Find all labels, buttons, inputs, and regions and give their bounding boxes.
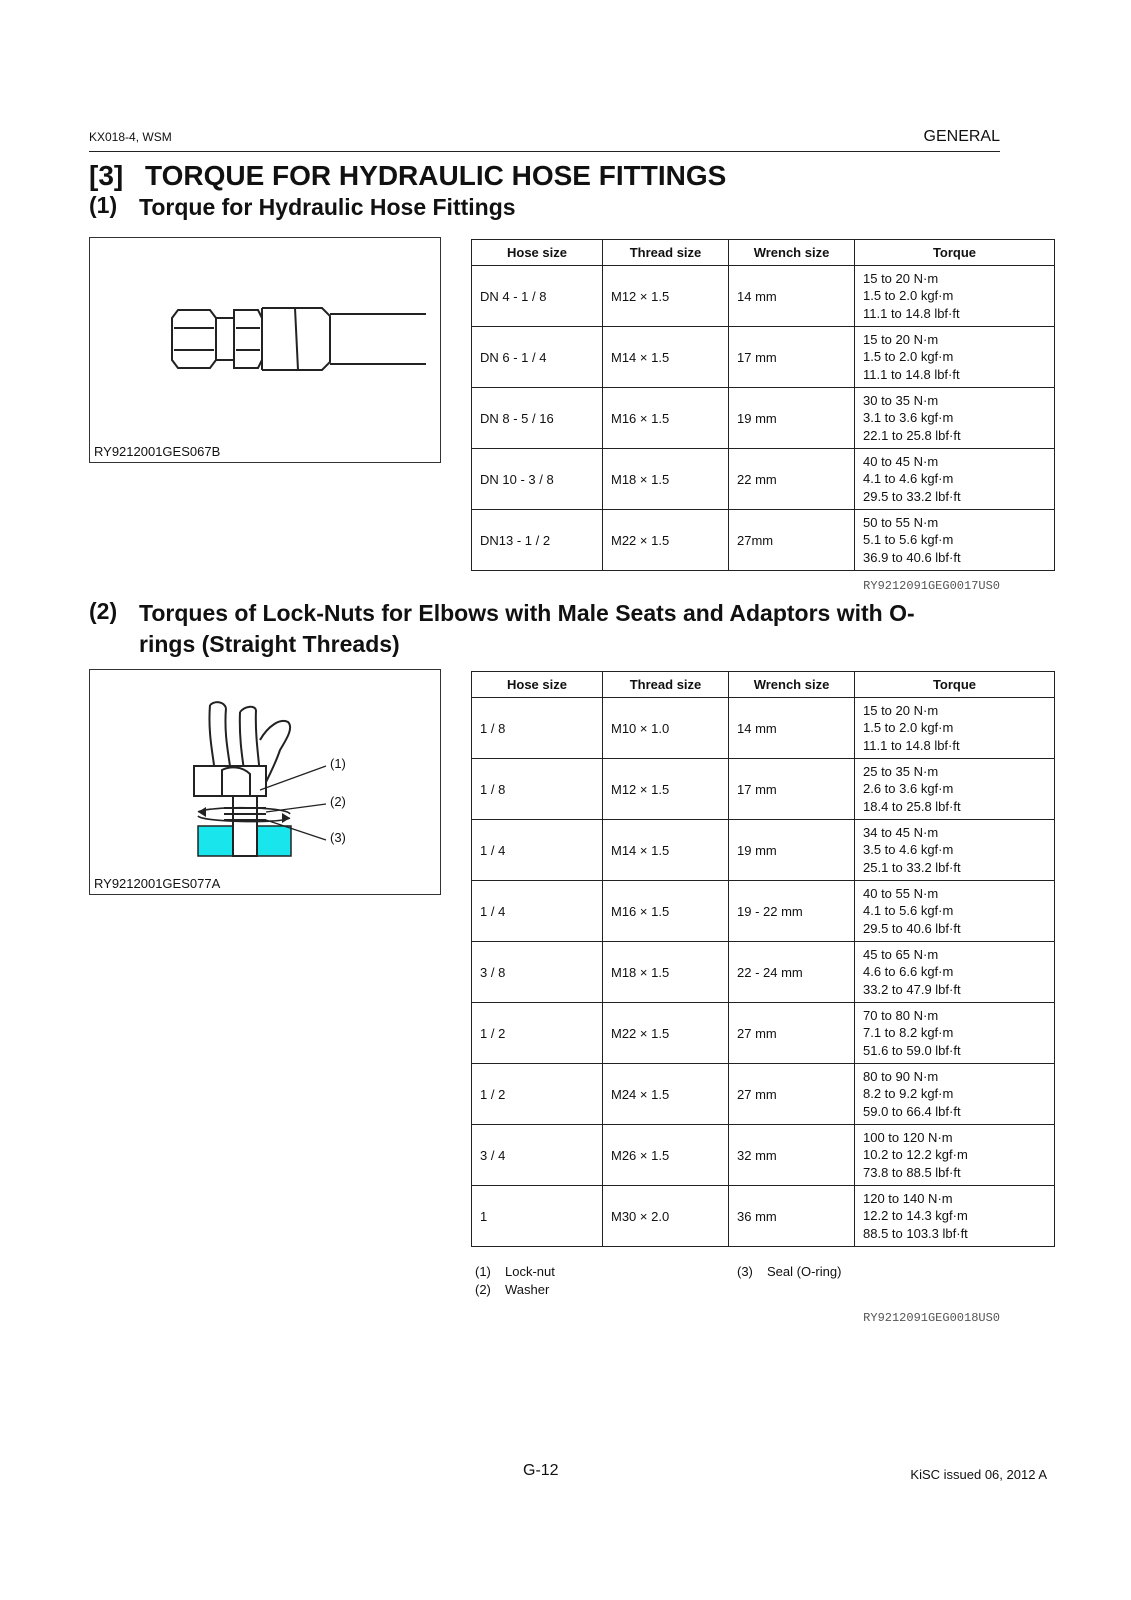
- torque-cell: [855, 881, 1055, 942]
- legend-num: (3): [737, 1264, 753, 1279]
- torque-cell: [855, 327, 1055, 388]
- torque-nm: 45 to 65 N·m: [863, 946, 939, 962]
- section-title-text: TORQUE FOR HYDRAULIC HOSE FITTINGS: [145, 160, 727, 191]
- torque-nm: 70 to 80 N·m: [863, 1007, 939, 1023]
- legend-label: Seal (O-ring): [767, 1264, 842, 1279]
- hose-size-cell: DN 6 - 1 / 4: [472, 327, 603, 388]
- table-row: [472, 266, 1055, 327]
- thread-size-cell: M18 × 1.5: [603, 942, 729, 1003]
- legend-label: Washer: [505, 1282, 550, 1297]
- thread-size-cell: M22 × 1.5: [603, 1003, 729, 1064]
- wrench-size-cell: 17 mm: [729, 759, 855, 820]
- torque-cell: [855, 820, 1055, 881]
- torque-cell: [855, 1003, 1055, 1064]
- thread-size-cell: M14 × 1.5: [603, 327, 729, 388]
- part1-number: (1): [89, 192, 118, 218]
- hose-size-cell: 1 / 4: [472, 881, 603, 942]
- torque-kgfm: 1.5 to 2.0 kgf·m: [863, 288, 954, 304]
- hose-size-cell: DN 10 - 3 / 8: [472, 449, 603, 510]
- part2-title-text: Torques of Lock-Nuts for Elbows with Male Seats and Adaptors with O-rings (Straight Threads): [139, 600, 915, 657]
- torque-lbfft: 88.5 to 103.3 lbf·ft: [863, 1225, 968, 1241]
- torque-cell: [855, 1064, 1055, 1125]
- torque-lbfft: 11.1 to 14.8 lbf·ft: [863, 305, 960, 321]
- torque-cell: [855, 759, 1055, 820]
- torque-lbfft: 11.1 to 14.8 lbf·ft: [863, 366, 960, 382]
- hose-size-cell: 3 / 8: [472, 942, 603, 1003]
- col-header-thread-size: Thread size: [603, 240, 729, 266]
- torque-cell: [855, 510, 1055, 571]
- table-row: [472, 881, 1055, 942]
- torque-nm: 100 to 120 N·m: [863, 1129, 953, 1145]
- part2-number: (2): [89, 598, 118, 624]
- table-row: [472, 942, 1055, 1003]
- col-header-hose-size: Hose size: [472, 240, 603, 266]
- legend-num: (1): [475, 1264, 491, 1279]
- torque-cell: [855, 1186, 1055, 1247]
- torque-lbfft: 73.8 to 88.5 lbf·ft: [863, 1164, 961, 1180]
- thread-size-cell: M14 × 1.5: [603, 820, 729, 881]
- torque-lbfft: 11.1 to 14.8 lbf·ft: [863, 737, 960, 753]
- thread-size-cell: M12 × 1.5: [603, 759, 729, 820]
- wrench-size-cell: 22 mm: [729, 449, 855, 510]
- legend-item-3: [737, 1264, 841, 1279]
- figure-code-1: RY9212001GES067B: [94, 444, 221, 459]
- torque-nm: 50 to 55 N·m: [863, 514, 939, 530]
- wrench-size-cell: 27 mm: [729, 1003, 855, 1064]
- torque-kgfm: 3.5 to 4.6 kgf·m: [863, 842, 954, 858]
- col-header-hose-size: Hose size: [472, 672, 603, 698]
- callout-1: (1): [330, 756, 346, 771]
- torque-kgfm: 4.6 to 6.6 kgf·m: [863, 964, 954, 980]
- torque-kgfm: 12.2 to 14.3 kgf·m: [863, 1208, 968, 1224]
- table-row: [472, 388, 1055, 449]
- torque-lbfft: 18.4 to 25.8 lbf·ft: [863, 798, 961, 814]
- torque-nm: 30 to 35 N·m: [863, 392, 939, 408]
- torque-kgfm: 3.1 to 3.6 kgf·m: [863, 410, 954, 426]
- torque-kgfm: 5.1 to 5.6 kgf·m: [863, 532, 954, 548]
- torque-kgfm: 8.2 to 9.2 kgf·m: [863, 1086, 954, 1102]
- torque-cell: [855, 388, 1055, 449]
- part2-title: [89, 598, 959, 660]
- table-row: [472, 1003, 1055, 1064]
- lock-nut-figure: [89, 669, 441, 895]
- table-row: [472, 759, 1055, 820]
- wrench-size-cell: 19 mm: [729, 388, 855, 449]
- torque-cell: [855, 942, 1055, 1003]
- ref-code-1: RY9212091GEG0017US0: [863, 579, 1000, 593]
- torque-nm: 120 to 140 N·m: [863, 1190, 953, 1206]
- torque-nm: 25 to 35 N·m: [863, 763, 939, 779]
- torque-kgfm: 4.1 to 5.6 kgf·m: [863, 903, 954, 919]
- torque-lbfft: 51.6 to 59.0 lbf·ft: [863, 1042, 961, 1058]
- hose-size-cell: 1 / 2: [472, 1064, 603, 1125]
- torque-cell: [855, 449, 1055, 510]
- legend-label: Lock-nut: [505, 1264, 555, 1279]
- torque-lbfft: 36.9 to 40.6 lbf·ft: [863, 549, 961, 565]
- torque-nm: 15 to 20 N·m: [863, 270, 939, 286]
- col-header-thread-size: Thread size: [603, 672, 729, 698]
- hose-size-cell: 1 / 8: [472, 759, 603, 820]
- torque-nm: 15 to 20 N·m: [863, 331, 939, 347]
- torque-nm: 15 to 20 N·m: [863, 702, 939, 718]
- legend-item-2: [475, 1282, 549, 1297]
- torque-cell: [855, 698, 1055, 759]
- torque-nm: 34 to 45 N·m: [863, 824, 939, 840]
- header-section: GENERAL: [923, 128, 1000, 145]
- ref-code-2: RY9212091GEG0018US0: [863, 1311, 1000, 1325]
- lock-nut-illustration: [90, 670, 440, 870]
- hose-size-cell: 1: [472, 1186, 603, 1247]
- torque-kgfm: 7.1 to 8.2 kgf·m: [863, 1025, 954, 1041]
- torque-lbfft: 22.1 to 25.8 lbf·ft: [863, 427, 961, 443]
- col-header-torque: Torque: [855, 672, 1055, 698]
- torque-nm: 40 to 55 N·m: [863, 885, 939, 901]
- torque-nm: 40 to 45 N·m: [863, 453, 939, 469]
- table-header-row: [472, 240, 1055, 266]
- torque-nm: 80 to 90 N·m: [863, 1068, 939, 1084]
- torque-lbfft: 59.0 to 66.4 lbf·ft: [863, 1103, 961, 1119]
- part1-title: [89, 192, 959, 223]
- thread-size-cell: M12 × 1.5: [603, 266, 729, 327]
- hose-size-cell: DN 8 - 5 / 16: [472, 388, 603, 449]
- legend-num: (2): [475, 1282, 491, 1297]
- torque-cell: [855, 1125, 1055, 1186]
- wrench-size-cell: 19 - 22 mm: [729, 881, 855, 942]
- wrench-size-cell: 36 mm: [729, 1186, 855, 1247]
- header-model: KX018-4, WSM: [89, 130, 172, 144]
- figure-code-2: RY9212001GES077A: [94, 876, 221, 891]
- header-rule: [89, 151, 1000, 152]
- col-header-torque: Torque: [855, 240, 1055, 266]
- legend-item-1: [475, 1264, 555, 1279]
- wrench-size-cell: 32 mm: [729, 1125, 855, 1186]
- table-row: [472, 1186, 1055, 1247]
- table-row: [472, 510, 1055, 571]
- table-row: [472, 698, 1055, 759]
- wrench-size-cell: 14 mm: [729, 698, 855, 759]
- table-row: [472, 449, 1055, 510]
- table-row: [472, 327, 1055, 388]
- torque-kgfm: 10.2 to 12.2 kgf·m: [863, 1147, 968, 1163]
- torque-kgfm: 4.1 to 4.6 kgf·m: [863, 471, 954, 487]
- torque-lbfft: 29.5 to 40.6 lbf·ft: [863, 920, 961, 936]
- table-header-row: [472, 672, 1055, 698]
- table-row: [472, 1064, 1055, 1125]
- hose-fitting-illustration: [90, 238, 440, 438]
- wrench-size-cell: 19 mm: [729, 820, 855, 881]
- hose-size-cell: DN13 - 1 / 2: [472, 510, 603, 571]
- col-header-wrench-size: Wrench size: [729, 240, 855, 266]
- torque-lbfft: 29.5 to 33.2 lbf·ft: [863, 488, 961, 504]
- issue-note: KiSC issued 06, 2012 A: [910, 1467, 1047, 1482]
- wrench-size-cell: 27 mm: [729, 1064, 855, 1125]
- thread-size-cell: M22 × 1.5: [603, 510, 729, 571]
- torque-kgfm: 2.6 to 3.6 kgf·m: [863, 781, 954, 797]
- wrench-size-cell: 27mm: [729, 510, 855, 571]
- torque-lbfft: 33.2 to 47.9 lbf·ft: [863, 981, 961, 997]
- thread-size-cell: M18 × 1.5: [603, 449, 729, 510]
- hose-size-cell: 1 / 8: [472, 698, 603, 759]
- table-row: [472, 820, 1055, 881]
- thread-size-cell: M26 × 1.5: [603, 1125, 729, 1186]
- hose-torque-table: [471, 239, 1055, 571]
- wrench-size-cell: 14 mm: [729, 266, 855, 327]
- hose-fitting-figure: [89, 237, 441, 463]
- callout-2: (2): [330, 794, 346, 809]
- hose-size-cell: DN 4 - 1 / 8: [472, 266, 603, 327]
- thread-size-cell: M16 × 1.5: [603, 881, 729, 942]
- wrench-size-cell: 22 - 24 mm: [729, 942, 855, 1003]
- callout-3: (3): [330, 830, 346, 845]
- thread-size-cell: M10 × 1.0: [603, 698, 729, 759]
- hose-size-cell: 3 / 4: [472, 1125, 603, 1186]
- part1-title-text: Torque for Hydraulic Hose Fittings: [139, 194, 516, 220]
- lock-nut-torque-table: [471, 671, 1055, 1247]
- torque-kgfm: 1.5 to 2.0 kgf·m: [863, 349, 954, 365]
- section-title: [89, 160, 726, 192]
- torque-kgfm: 1.5 to 2.0 kgf·m: [863, 720, 954, 736]
- table-row: [472, 1125, 1055, 1186]
- hose-size-cell: 1 / 4: [472, 820, 603, 881]
- hose-size-cell: 1 / 2: [472, 1003, 603, 1064]
- wrench-size-cell: 17 mm: [729, 327, 855, 388]
- col-header-wrench-size: Wrench size: [729, 672, 855, 698]
- thread-size-cell: M30 × 2.0: [603, 1186, 729, 1247]
- torque-cell: [855, 266, 1055, 327]
- section-number: [3]: [89, 160, 124, 191]
- page-number: G-12: [523, 1462, 559, 1479]
- thread-size-cell: M16 × 1.5: [603, 388, 729, 449]
- torque-lbfft: 25.1 to 33.2 lbf·ft: [863, 859, 961, 875]
- thread-size-cell: M24 × 1.5: [603, 1064, 729, 1125]
